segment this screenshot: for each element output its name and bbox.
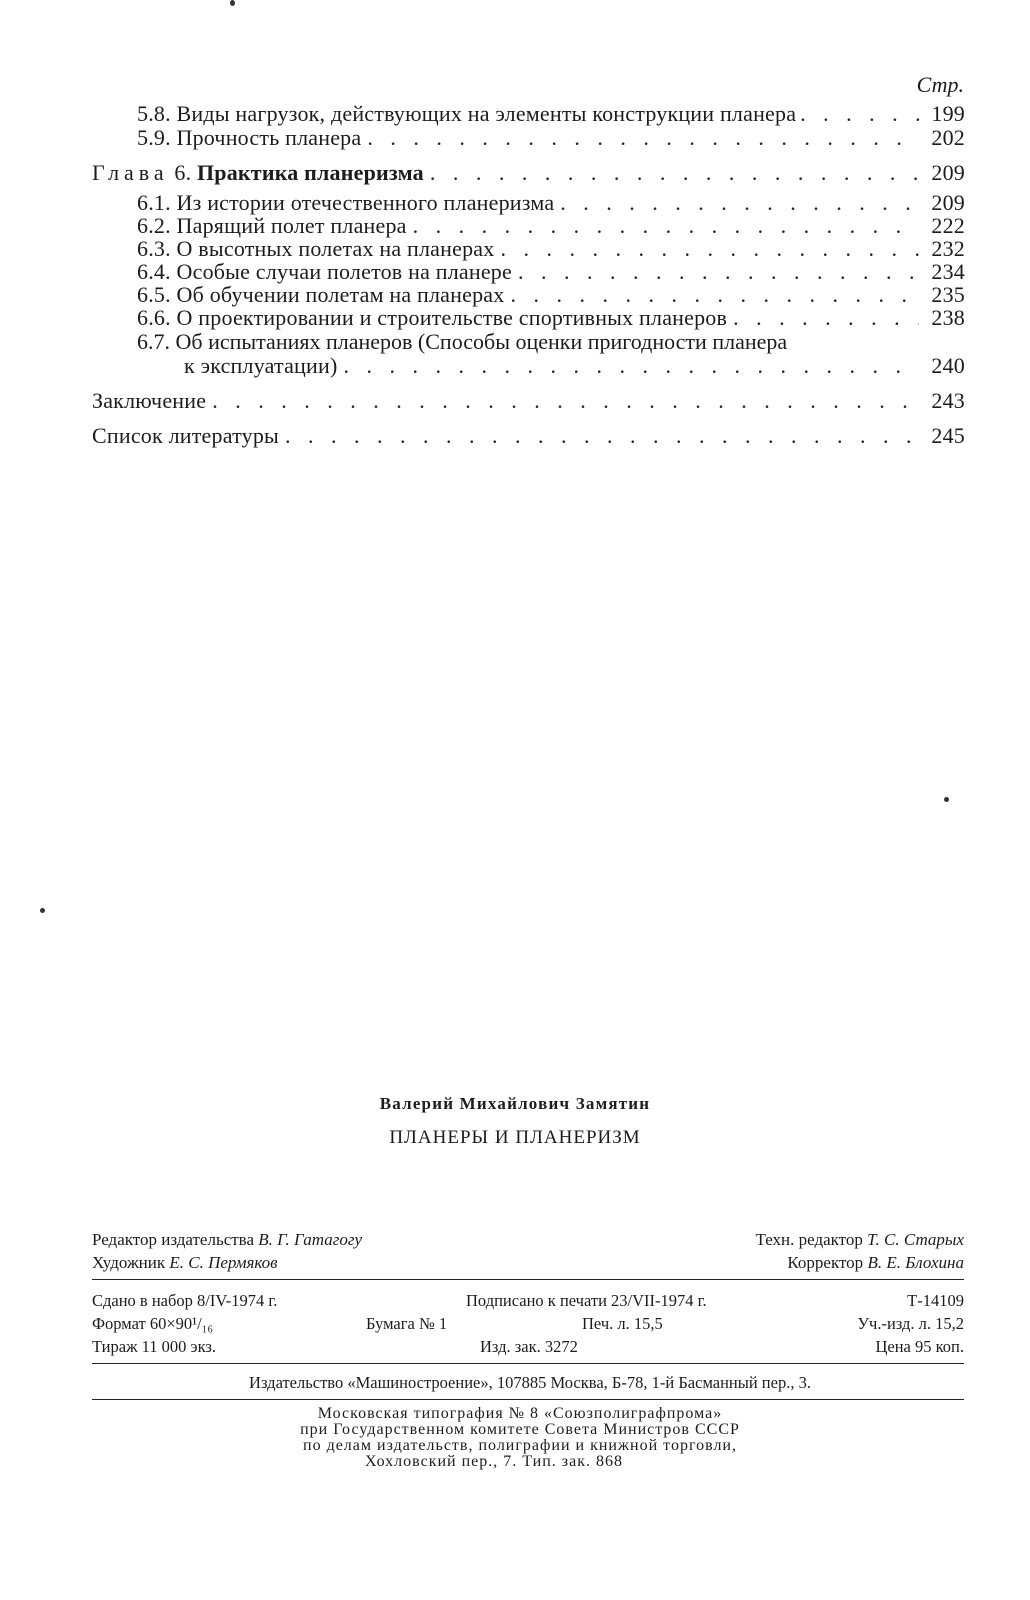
toc-entry-title: Из истории отечественного планеризма — [176, 190, 555, 215]
printer-line: Хохловский пер., 7. Тип. зак. 868 — [365, 1453, 623, 1470]
toc-entry-title: Об испытаниях планеров (Способы оценки пригодности планера — [175, 329, 788, 354]
dot-leader — [344, 354, 920, 378]
toc-entry-page: 243 — [931, 388, 965, 413]
toc-entry — [137, 126, 965, 150]
toc-entry-number: 6.7. — [137, 329, 170, 354]
toc-entry-title: О проектировании и строительстве спортивных планеров — [176, 305, 728, 330]
toc-entry-wrap-line — [137, 330, 787, 354]
toc-entry — [137, 102, 965, 126]
credit-label: Художник — [92, 1253, 166, 1272]
dot-leader — [733, 306, 919, 330]
dot-leader — [430, 161, 919, 185]
toc-entry-page: 202 — [931, 125, 965, 150]
toc-entry-page: 235 — [931, 282, 965, 307]
scan-speck — [944, 797, 949, 802]
printer-info — [0, 1406, 1030, 1470]
printer-line: Московская типография № 8 «Союзполиграфпрома» — [317, 1405, 723, 1422]
toc-entry-title: Виды нагрузок, действующих на элементы конструкции планера — [176, 101, 797, 126]
page-column-header: Стр. — [916, 72, 964, 97]
toc-entry-number: 6.1. — [137, 190, 171, 215]
toc-entry-number: 6. — [174, 160, 192, 185]
format: Формат 60×90¹/₁₆ — [92, 1314, 214, 1333]
dot-leader — [367, 126, 919, 150]
toc-entry — [137, 214, 965, 238]
publisher-sheets: Уч.-изд. л. 15,2 — [857, 1314, 964, 1333]
credit-label: Техн. редактор — [755, 1230, 863, 1249]
toc-entry-number: 6.2. — [137, 213, 171, 238]
corrector-credit — [787, 1253, 964, 1273]
toc-entry-title: Список литературы — [92, 423, 280, 448]
publisher-address: Издательство «Машиностроение», 107885 Москва, Б-78, 1-й Басманный пер., 3. — [249, 1373, 811, 1392]
artist-credit — [92, 1253, 278, 1273]
price: Цена 95 коп. — [875, 1337, 964, 1356]
toc-entry — [137, 283, 965, 307]
credit-name: В. Е. Блохина — [867, 1253, 964, 1272]
toc-entry-number: 6.4. — [137, 259, 171, 284]
dot-leader — [500, 237, 919, 261]
toc-entry-title: Парящий полет планера — [176, 213, 407, 238]
toc-entry-title: Об обучении полетам на планерах — [176, 282, 505, 307]
author-name: Валерий Михайлович Замятин — [379, 1094, 651, 1113]
toc-entry-page: 240 — [931, 353, 965, 378]
scan-speck — [40, 908, 45, 913]
book-title: ПЛАНЕРЫ И ПЛАНЕРИЗМ — [389, 1127, 641, 1148]
chapter-title: Практика планеризма — [196, 160, 424, 185]
toc-entry-title: О высотных полетах на планерах — [176, 236, 495, 261]
paper-type: Бумага № 1 — [366, 1314, 448, 1333]
divider-rule — [92, 1363, 964, 1364]
toc-entry — [92, 424, 965, 448]
divider-rule — [92, 1279, 964, 1280]
toc-entry — [137, 191, 965, 215]
toc-entry-page: 199 — [931, 101, 965, 126]
toc-entry — [92, 389, 965, 413]
toc-entry-page: 222 — [931, 213, 965, 238]
toc-entry-page: 245 — [931, 423, 965, 448]
toc-entry-number: 6.3. — [137, 236, 171, 261]
dot-leader — [285, 424, 919, 448]
editor-credit — [92, 1230, 362, 1250]
publication-code: Т-14109 — [907, 1291, 964, 1310]
toc-entry-page: 234 — [931, 259, 965, 284]
toc-entry-page: 232 — [931, 236, 965, 261]
toc-entry — [137, 260, 965, 284]
toc-entry-title: Особые случаи полетов на планере — [176, 259, 512, 284]
toc-entry-page: 209 — [931, 190, 965, 215]
toc-entry-title: Прочность планера — [176, 125, 362, 150]
toc-entry-number: 5.8. — [137, 101, 171, 126]
printer-line: при Государственном комитете Совета Министров СССР — [300, 1421, 740, 1438]
toc-entry — [184, 354, 965, 378]
order-number: Изд. зак. 3272 — [480, 1337, 578, 1356]
signed-date: Подписано к печати 23/VII-1974 г. — [466, 1291, 707, 1310]
tech-editor-credit — [755, 1230, 964, 1250]
dot-leader — [518, 260, 919, 284]
toc-entry — [137, 306, 965, 330]
dot-leader — [413, 214, 919, 238]
credit-name: Е. С. Пермяков — [169, 1253, 278, 1272]
dot-leader — [510, 283, 919, 307]
scan-speck — [230, 0, 235, 6]
print-sheets: Печ. л. 15,5 — [582, 1314, 663, 1333]
toc-entry-number: 6.5. — [137, 282, 171, 307]
toc-entry-page: 209 — [931, 160, 965, 185]
toc-entry — [137, 237, 965, 261]
dot-leader — [212, 389, 919, 413]
toc-entry-title: Заключение — [92, 388, 207, 413]
credit-label: Редактор издательства — [92, 1230, 255, 1249]
toc-chapter-entry — [92, 161, 965, 185]
printer-line: по делам издательств, полиграфии и книжной торговли, — [303, 1437, 737, 1454]
toc-entry-title-continued: к эксплуатации) — [184, 353, 338, 378]
divider-rule — [92, 1399, 964, 1400]
typeset-date: Сдано в набор 8/IV-1974 г. — [92, 1291, 278, 1310]
toc-entry-number: 5.9. — [137, 125, 171, 150]
toc-entry-number: 6.6. — [137, 305, 171, 330]
dot-leader — [800, 102, 921, 126]
credit-name: Т. С. Старых — [867, 1230, 964, 1249]
toc-entry-page: 238 — [931, 305, 965, 330]
print-run: Тираж 11 000 экз. — [92, 1337, 217, 1356]
dot-leader — [560, 191, 919, 215]
credit-label: Корректор — [787, 1253, 864, 1272]
credit-name: В. Г. Гатагогу — [258, 1230, 363, 1249]
chapter-label: Глава — [92, 160, 169, 185]
